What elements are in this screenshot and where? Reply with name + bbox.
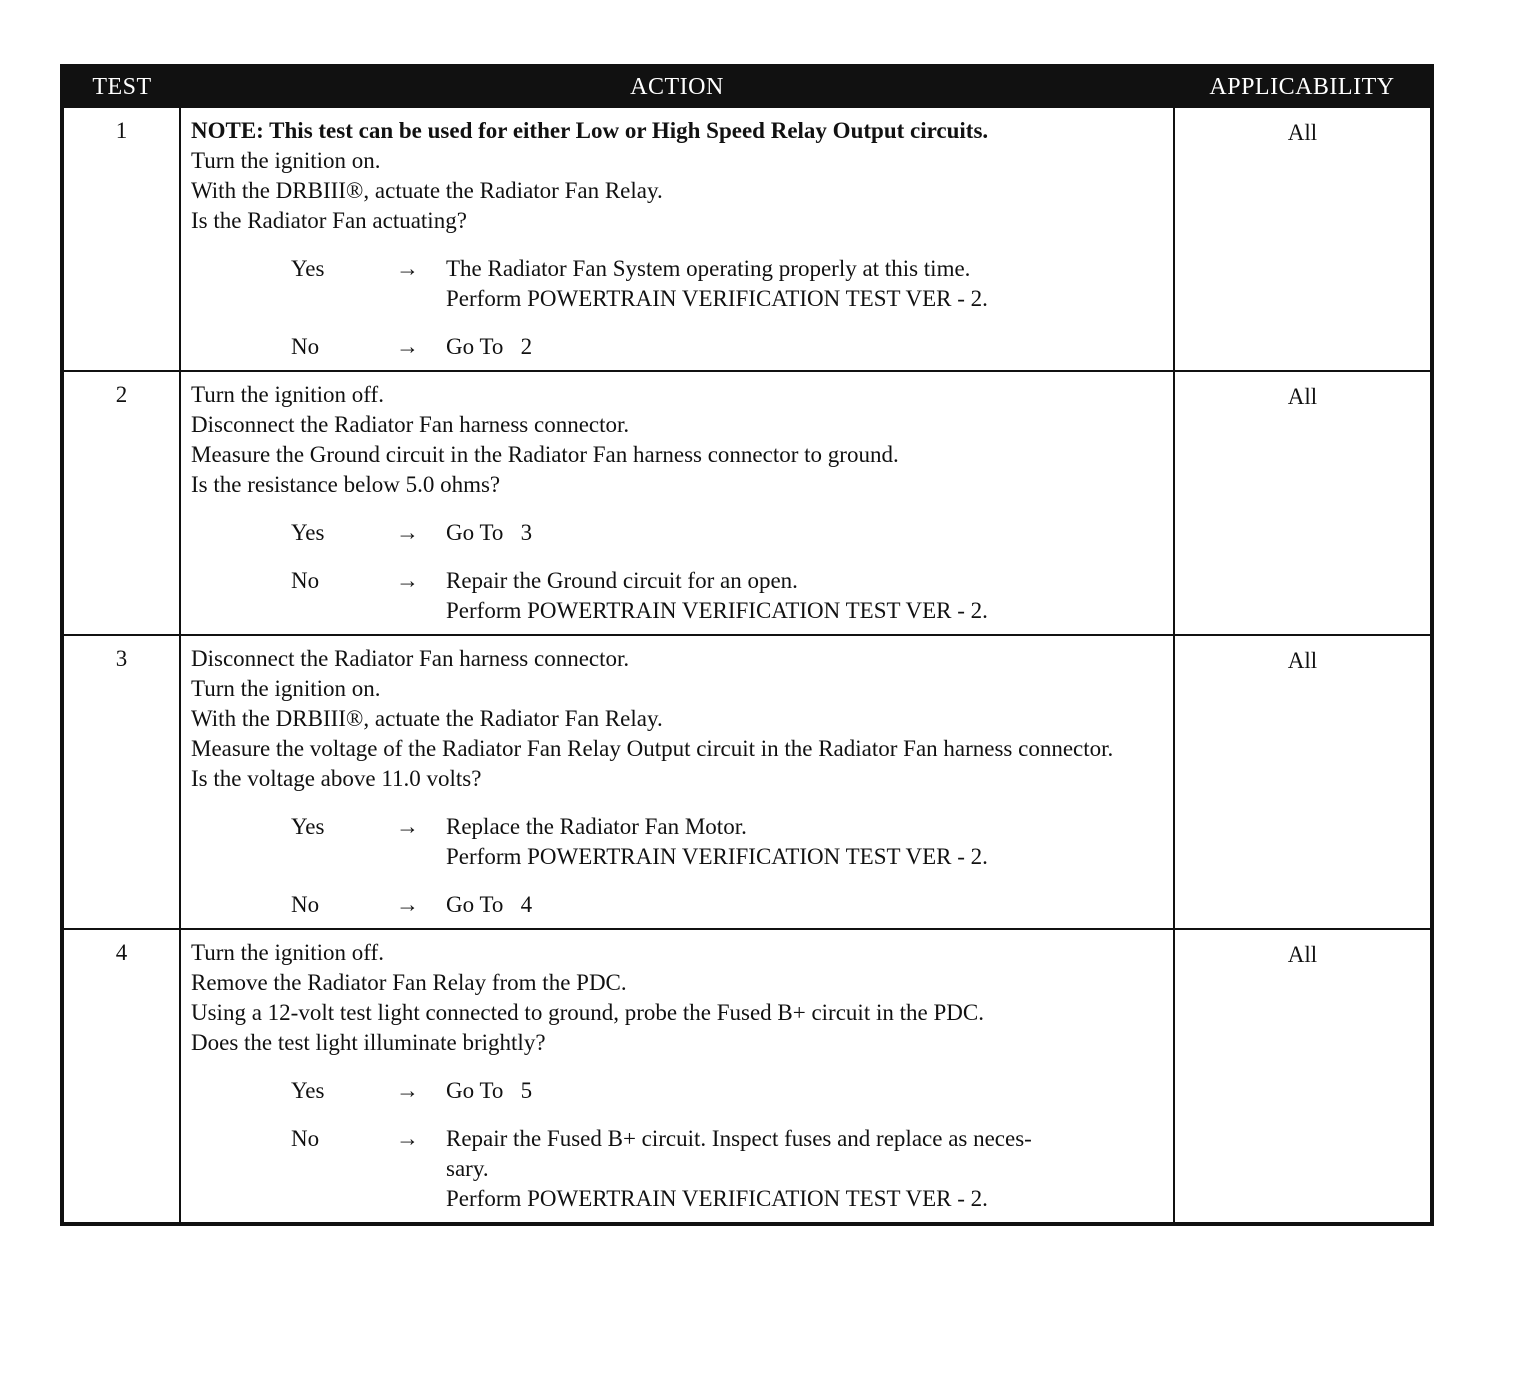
yes-label: Yes	[291, 520, 325, 545]
header-action: ACTION	[180, 66, 1174, 107]
no-result-text	[446, 1124, 1167, 1214]
result-line: Perform POWERTRAIN VERIFICATION TEST VER - 2.	[446, 1186, 988, 1211]
right-arrow-icon: →	[396, 1078, 419, 1103]
yes-result-text	[446, 518, 1167, 548]
no-result	[191, 890, 1167, 920]
result-line: Perform POWERTRAIN VERIFICATION TEST VER - 2.	[446, 844, 988, 869]
action-cell	[180, 929, 1174, 1224]
action-step: Is the resistance below 5.0 ohms?	[191, 472, 501, 497]
yes-result	[191, 518, 1167, 548]
action-step: Is the voltage above 11.0 volts?	[191, 766, 482, 791]
action-step: Using a 12-volt test light connected to ground, probe the Fused B+ circuit in the PDC.	[191, 1000, 984, 1025]
result-line: Perform POWERTRAIN VERIFICATION TEST VER - 2.	[446, 286, 988, 311]
right-arrow-icon: →	[396, 334, 419, 359]
result-line: Repair the Ground circuit for an open.	[446, 568, 798, 593]
header-test: TEST	[62, 66, 180, 107]
table-body	[62, 107, 1432, 1224]
action-step: Turn the ignition off.	[191, 940, 384, 965]
applicability-cell: All	[1174, 107, 1432, 371]
yes-label: Yes	[291, 1078, 325, 1103]
action-cell	[180, 635, 1174, 929]
result-line: Repair the Fused B+ circuit. Inspect fuses and replace as neces-	[446, 1126, 1032, 1151]
no-result-text	[446, 566, 1167, 626]
test-number: 3	[62, 635, 180, 929]
result-line: Go To 3	[446, 520, 533, 545]
action-step: Is the Radiator Fan actuating?	[191, 208, 467, 233]
action-cell	[180, 371, 1174, 635]
applicability-cell: All	[1174, 929, 1432, 1224]
table-row	[62, 929, 1432, 1224]
action-step: With the DRBIII®, actuate the Radiator Fan Relay.	[191, 706, 663, 731]
yes-label: Yes	[291, 256, 325, 281]
action-step: Disconnect the Radiator Fan harness connector.	[191, 412, 630, 437]
no-result-text	[446, 332, 1167, 362]
action-step: Measure the voltage of the Radiator Fan Relay Output circuit in the Radiator Fan harness connector.	[191, 736, 1114, 761]
test-number: 1	[62, 107, 180, 371]
right-arrow-icon: →	[396, 892, 419, 917]
header-applicability: APPLICABILITY	[1174, 66, 1432, 107]
test-number: 4	[62, 929, 180, 1224]
yes-result-text	[446, 812, 1167, 872]
result-line: The Radiator Fan System operating properly at this time.	[446, 256, 971, 281]
no-label: No	[291, 334, 320, 359]
table-row	[62, 635, 1432, 929]
yes-result	[191, 1076, 1167, 1106]
applicability-cell: All	[1174, 635, 1432, 929]
note-text: NOTE: This test can be used for either Low or High Speed Relay Output circuits.	[191, 118, 989, 143]
action-step: Turn the ignition on.	[191, 676, 381, 701]
yes-result	[191, 254, 1167, 314]
right-arrow-icon: →	[396, 814, 419, 839]
no-result-text	[446, 890, 1167, 920]
action-step: Remove the Radiator Fan Relay from the PDC.	[191, 970, 627, 995]
right-arrow-icon: →	[396, 568, 419, 593]
action-step: With the DRBIII®, actuate the Radiator Fan Relay.	[191, 178, 663, 203]
action-step: Measure the Ground circuit in the Radiator Fan harness connector to ground.	[191, 442, 899, 467]
action-step: Turn the ignition off.	[191, 382, 384, 407]
yes-result	[191, 812, 1167, 872]
no-result	[191, 1124, 1167, 1214]
diagnostic-test-sheet	[60, 64, 1430, 1226]
table-row	[62, 371, 1432, 635]
yes-label: Yes	[291, 814, 325, 839]
result-line: Replace the Radiator Fan Motor.	[446, 814, 747, 839]
result-line: Go To 2	[446, 334, 533, 359]
table-header-row	[62, 66, 1432, 107]
diagnostic-table	[60, 64, 1434, 1226]
table-row	[62, 107, 1432, 371]
no-label: No	[291, 568, 320, 593]
yes-result-text	[446, 1076, 1167, 1106]
result-line: Go To 5	[446, 1078, 533, 1103]
test-number: 2	[62, 371, 180, 635]
applicability-cell: All	[1174, 371, 1432, 635]
result-line: sary.	[446, 1156, 489, 1181]
right-arrow-icon: →	[396, 256, 419, 281]
result-line: Perform POWERTRAIN VERIFICATION TEST VER - 2.	[446, 598, 988, 623]
right-arrow-icon: →	[396, 1126, 419, 1151]
result-line: Go To 4	[446, 892, 533, 917]
action-step: Disconnect the Radiator Fan harness connector.	[191, 646, 630, 671]
yes-result-text	[446, 254, 1167, 314]
no-result	[191, 332, 1167, 362]
no-label: No	[291, 892, 320, 917]
action-step: Does the test light illuminate brightly?	[191, 1030, 546, 1055]
action-cell	[180, 107, 1174, 371]
action-step: Turn the ignition on.	[191, 148, 381, 173]
no-result	[191, 566, 1167, 626]
no-label: No	[291, 1126, 320, 1151]
right-arrow-icon: →	[396, 520, 419, 545]
